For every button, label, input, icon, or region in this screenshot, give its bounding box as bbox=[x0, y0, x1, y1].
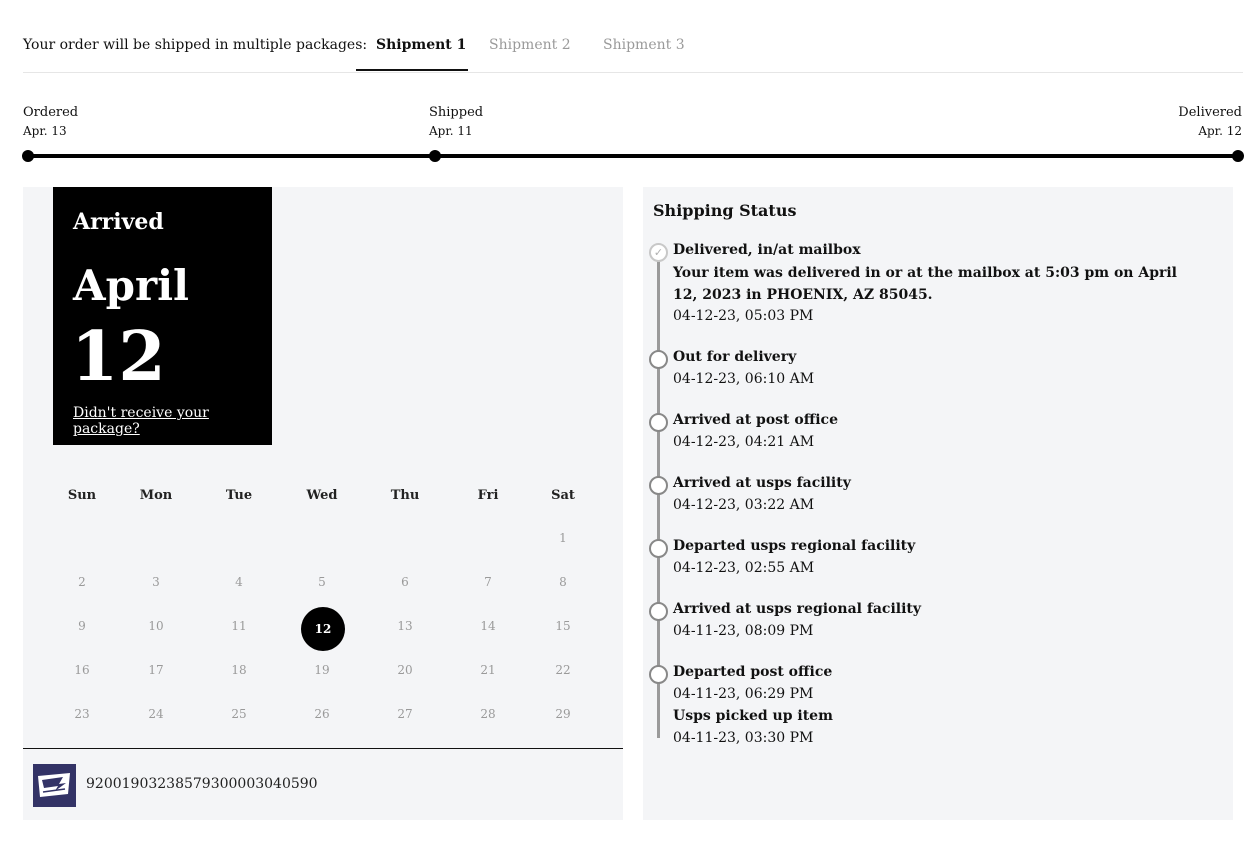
stage-label: Ordered bbox=[23, 105, 79, 120]
stage-date: Apr. 12 bbox=[1198, 124, 1242, 138]
calendar-day: 10 bbox=[148, 619, 164, 633]
weekday-header: Tue bbox=[225, 488, 253, 503]
event-title: Departed usps regional facility bbox=[673, 538, 916, 554]
arrival-card bbox=[53, 187, 272, 445]
event-title: Departed post office bbox=[673, 664, 833, 680]
weekday-header: Fri bbox=[477, 488, 499, 503]
progress-dot-ordered bbox=[22, 150, 34, 162]
shipment-header bbox=[23, 0, 1243, 73]
arrival-label: Arrived bbox=[73, 209, 164, 235]
tracking-number[interactable]: 9200190323857930000304059​0 bbox=[86, 776, 318, 792]
weekday-header: Wed bbox=[306, 488, 338, 503]
calendar-day: 6 bbox=[401, 575, 409, 589]
event-time: 04-11-23, 06:29 PM bbox=[673, 686, 814, 702]
divider bbox=[23, 748, 623, 749]
calendar-day: 23 bbox=[74, 707, 90, 721]
event-time: 04-11-23, 08:09 PM bbox=[673, 623, 814, 639]
weekday-header: Mon bbox=[139, 488, 173, 503]
stage-label: Shipped bbox=[429, 105, 484, 120]
arrival-day: 12 bbox=[71, 317, 166, 397]
calendar-day: 26 bbox=[314, 707, 330, 721]
event-title: Usps picked up item bbox=[673, 708, 833, 724]
calendar-day: 2 bbox=[78, 575, 86, 589]
event-title: Arrived at usps facility bbox=[673, 475, 851, 491]
multiple-packages-text: Your order will be shipped in multiple packages: bbox=[23, 37, 368, 53]
calendar-day: 27 bbox=[397, 707, 413, 721]
calendar-day: 18 bbox=[231, 663, 247, 677]
calendar-day: 8 bbox=[559, 575, 567, 589]
calendar-day: 19 bbox=[314, 663, 330, 677]
delivery-panel bbox=[23, 187, 623, 820]
weekday-header: Thu bbox=[390, 488, 420, 503]
event-title: Arrived at post office bbox=[673, 412, 838, 428]
timeline-circle-icon bbox=[649, 476, 668, 495]
stage-label: Delivered bbox=[1178, 105, 1242, 120]
calendar-day: 1 bbox=[559, 531, 567, 545]
active-tab-underline bbox=[356, 69, 468, 71]
tab-shipment-2[interactable]: Shipment 2 bbox=[489, 37, 571, 53]
stage-shipped bbox=[429, 104, 483, 140]
timeline-circle-icon bbox=[649, 413, 668, 432]
weekday-header: Sat bbox=[551, 488, 575, 503]
didnt-receive-package-link[interactable]: Didn't receive your package? bbox=[73, 405, 209, 437]
timeline-circle-icon bbox=[649, 665, 668, 684]
stage-delivered bbox=[1178, 104, 1242, 140]
stage-ordered bbox=[23, 104, 78, 140]
check-circle-icon: ✓ bbox=[649, 243, 668, 262]
timeline-circle-icon bbox=[649, 539, 668, 558]
calendar-day: 15 bbox=[555, 619, 571, 633]
calendar-day: 11 bbox=[231, 619, 247, 633]
calendar-day: 4 bbox=[235, 575, 243, 589]
stage-date: Apr. 11 bbox=[429, 124, 473, 138]
timeline-circle-icon bbox=[649, 350, 668, 369]
usps-eagle-icon bbox=[33, 764, 76, 807]
event-time: 04-12-23, 03:22 AM bbox=[673, 497, 815, 513]
calendar-day: 29 bbox=[555, 707, 571, 721]
calendar-day: 28 bbox=[480, 707, 496, 721]
weekday-header: Sun bbox=[67, 488, 97, 503]
calendar-day: 20 bbox=[397, 663, 413, 677]
shipping-status-panel bbox=[643, 187, 1233, 820]
calendar-day: 3 bbox=[152, 575, 160, 589]
calendar-day: 24 bbox=[148, 707, 164, 721]
calendar-day: 17 bbox=[148, 663, 164, 677]
event-title: Delivered, in/at mailbox bbox=[673, 242, 861, 258]
progress-dot-shipped bbox=[429, 150, 441, 162]
event-time: 04-12-23, 04:21 AM bbox=[673, 434, 815, 450]
event-description: Your item was delivered in or at the mailbox at 5:03 pm on April 12, 2023 in PHOENIX, AZ 85045. bbox=[673, 265, 1177, 303]
progress-dot-delivered bbox=[1232, 150, 1244, 162]
arrival-month: April bbox=[73, 261, 189, 310]
tab-shipment-1[interactable]: Shipment 1 bbox=[376, 37, 467, 53]
calendar-day: 13 bbox=[397, 619, 413, 633]
calendar-day: 7 bbox=[484, 575, 492, 589]
calendar-day: 16 bbox=[74, 663, 90, 677]
event-title: Arrived at usps regional facility bbox=[673, 601, 922, 617]
stage-date: Apr. 13 bbox=[23, 124, 67, 138]
progress-track bbox=[28, 154, 1238, 158]
calendar-day: 14 bbox=[480, 619, 496, 633]
calendar-day: 9 bbox=[78, 619, 86, 633]
event-time: 04-12-23, 02:55 AM bbox=[673, 560, 815, 576]
calendar-day: 22 bbox=[555, 663, 571, 677]
timeline-circle-icon bbox=[649, 602, 668, 621]
shipping-status-title: Shipping Status bbox=[653, 201, 797, 220]
calendar-day: 5 bbox=[318, 575, 326, 589]
calendar-day: 21 bbox=[480, 663, 496, 677]
event-title: Out for delivery bbox=[673, 349, 797, 365]
calendar-day: 25 bbox=[231, 707, 247, 721]
event-time: 04-12-23, 06:10 AM bbox=[673, 371, 815, 387]
event-time: 04-12-23, 05:03 PM bbox=[673, 308, 814, 324]
event-time: 04-11-23, 03:30 PM bbox=[673, 730, 814, 746]
calendar-day-selected: 12 bbox=[301, 607, 345, 651]
tab-shipment-3[interactable]: Shipment 3 bbox=[603, 37, 685, 53]
